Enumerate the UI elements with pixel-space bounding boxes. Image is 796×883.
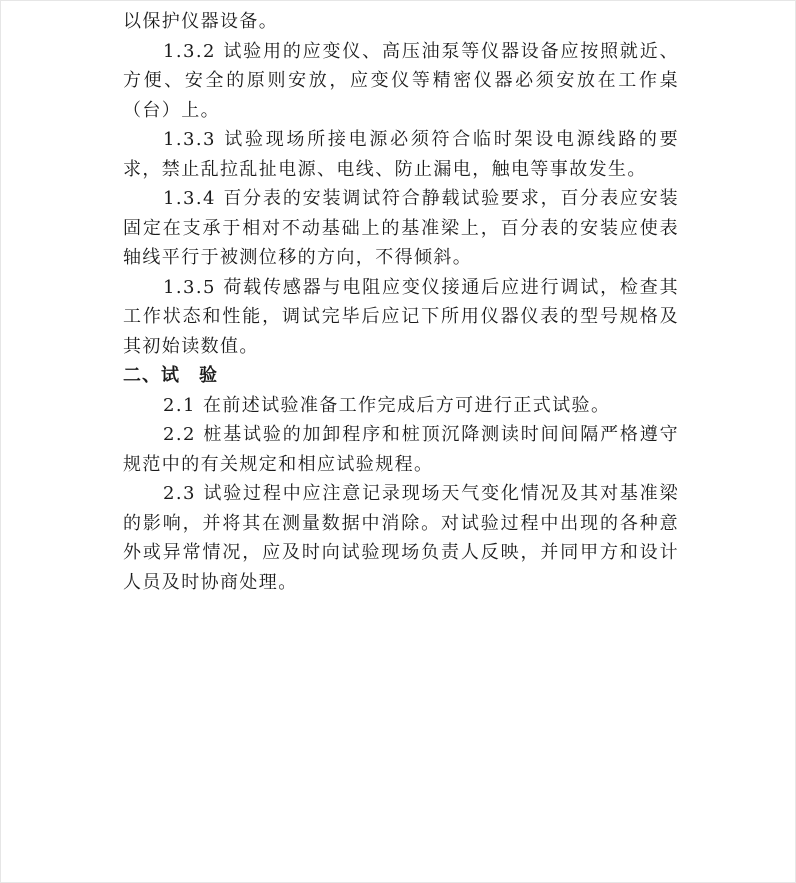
paragraph-1-3-3: 1.3.3 试验现场所接电源必须符合临时架设电源线路的要求，禁止乱拉乱扯电源、电线、防止漏电，触电等事故发生。 (123, 129, 679, 180)
paragraph-1-3-5: 1.3.5 荷载传感器与电阻应变仪接通后应进行调试，检查其工作状态和性能，调试完毕后应记下所用仪器仪表的型号规格及其初始读数值。 (123, 276, 679, 357)
paragraph-2-1: 2.1 在前述试验准备工作完成后方可进行正式试验。 (163, 394, 611, 416)
paragraph-2-3: 2.3 试验过程中应注意记录现场天气变化情况及其对基准梁的影响，并将其在测量数据中消除。对试验过程中出现的各种意外或异常情况，应及时向试验现场负责人反映，并同甲方和设计人员及时协商处理。 (123, 483, 679, 593)
paragraph-1-3-4: 1.3.4 百分表的安装调试符合静载试验要求，百分表应安装固定在支承于相对不动基础上的基准梁上，百分表的安装应使表轴线平行于被测位移的方向，不得倾斜。 (123, 188, 679, 268)
paragraph-1-3-2: 1.3.2 试验用的应变仪、高压油泵等仪器设备应按照就近、方便、安全的原则安放，应变仪等精密仪器必须安放在工作桌（台）上。 (123, 40, 679, 121)
paragraph-continuation: 以保护仪器设备。 (123, 11, 279, 32)
section-heading-2: 二、试 验 (123, 365, 218, 386)
paragraph-2-2: 2.2 桩基试验的加卸程序和桩顶沉降测读时间间隔严格遵守规范中的有关规定和相应试验规程。 (123, 424, 679, 475)
document-body (123, 7, 679, 597)
